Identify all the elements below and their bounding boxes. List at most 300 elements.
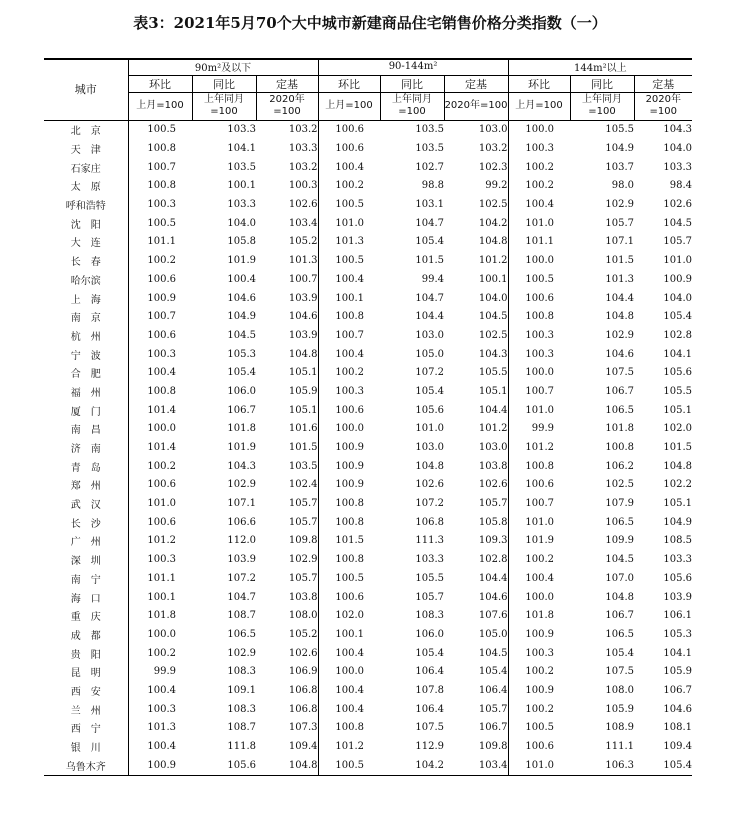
index-value: 100.4 <box>147 741 176 753</box>
index-value: 103.8 <box>288 591 318 603</box>
index-value: 107.5 <box>415 722 445 734</box>
index-value: 100.2 <box>508 662 570 681</box>
index-value: 100.4 <box>147 684 176 696</box>
group-header-medium: 90-144m² <box>318 59 508 75</box>
index-value: 104.6 <box>478 591 508 603</box>
index-value: 103.5 <box>288 460 318 472</box>
index-value: 100.4 <box>318 681 380 700</box>
index-value: 106.8 <box>288 684 318 696</box>
index-value: 103.4 <box>288 217 318 229</box>
index-value: 104.0 <box>663 143 693 155</box>
index-value: 105.4 <box>605 647 635 659</box>
index-value: 102.0 <box>318 606 380 625</box>
index-value: 100.6 <box>508 476 570 495</box>
table-row <box>44 326 692 345</box>
index-value: 106.4 <box>478 684 508 696</box>
index-value: 105.7 <box>478 703 508 715</box>
index-value: 101.0 <box>147 498 176 510</box>
city-name: 合 肥 <box>44 363 128 382</box>
index-value: 101.9 <box>508 532 570 551</box>
index-value: 107.2 <box>415 498 445 510</box>
index-value: 101.2 <box>478 255 508 267</box>
index-value: 109.9 <box>605 535 635 547</box>
index-value: 104.6 <box>663 703 693 715</box>
index-value: 101.0 <box>508 513 570 532</box>
index-value: 100.9 <box>663 273 693 285</box>
index-value: 105.3 <box>663 628 693 640</box>
index-value: 102.5 <box>478 199 508 211</box>
city-name: 广 州 <box>44 532 128 551</box>
index-value: 100.0 <box>147 628 176 640</box>
index-value: 100.2 <box>508 158 570 177</box>
index-value: 105.4 <box>663 311 693 323</box>
index-value: 104.9 <box>227 311 256 323</box>
city-name: 南 京 <box>44 307 128 326</box>
index-value: 106.0 <box>415 628 445 640</box>
index-value: 105.4 <box>415 236 445 248</box>
index-value: 109.4 <box>663 741 693 753</box>
index-value: 100.4 <box>508 569 570 588</box>
index-value: 105.4 <box>227 367 256 379</box>
table-row <box>44 625 692 644</box>
index-value: 106.8 <box>288 703 318 715</box>
index-value: 103.9 <box>288 329 318 341</box>
table-row <box>44 195 692 214</box>
index-value: 100.4 <box>318 345 380 364</box>
index-value: 100.8 <box>318 494 380 513</box>
table-row <box>44 251 692 270</box>
group-header-large: 144m²以上 <box>508 59 692 75</box>
index-value: 100.7 <box>147 161 176 173</box>
index-value: 100.5 <box>508 270 570 289</box>
index-value: 104.4 <box>478 572 508 584</box>
index-value: 100.9 <box>318 438 380 457</box>
index-value: 106.5 <box>605 628 635 640</box>
index-value: 101.3 <box>147 722 176 734</box>
index-value: 100.1 <box>318 625 380 644</box>
index-value: 105.5 <box>415 572 445 584</box>
city-name: 石家庄 <box>44 158 128 177</box>
index-value: 103.3 <box>227 199 256 211</box>
index-value: 103.0 <box>478 124 508 136</box>
sub-header-yoy: 同比 <box>570 75 634 92</box>
city-name: 福 州 <box>44 382 128 401</box>
index-value: 100.4 <box>227 273 256 285</box>
index-value: 100.8 <box>318 719 380 738</box>
city-name: 成 都 <box>44 625 128 644</box>
index-value: 100.4 <box>318 158 380 177</box>
index-value: 100.6 <box>147 516 176 528</box>
index-value: 103.0 <box>415 442 445 454</box>
index-value: 100.8 <box>318 513 380 532</box>
index-value: 105.3 <box>227 348 256 360</box>
index-value: 104.8 <box>605 311 635 323</box>
index-value: 103.5 <box>415 143 445 155</box>
index-value: 103.3 <box>288 143 318 155</box>
index-value: 100.8 <box>508 457 570 476</box>
index-value: 104.1 <box>227 143 256 155</box>
index-value: 106.5 <box>227 628 256 640</box>
index-value: 100.2 <box>508 177 570 196</box>
index-value: 104.7 <box>227 591 256 603</box>
index-value: 104.0 <box>227 217 256 229</box>
index-value: 101.5 <box>605 255 635 267</box>
index-value: 104.3 <box>663 124 693 136</box>
index-value: 100.6 <box>147 479 176 491</box>
index-value: 101.4 <box>147 442 176 454</box>
index-value: 105.1 <box>288 404 318 416</box>
index-value: 105.7 <box>415 591 445 603</box>
index-value: 100.7 <box>508 494 570 513</box>
index-value: 104.6 <box>227 292 256 304</box>
city-name: 兰 州 <box>44 700 128 719</box>
index-value: 107.0 <box>605 572 635 584</box>
index-value: 102.8 <box>663 329 693 341</box>
index-value: 102.6 <box>415 479 445 491</box>
index-value: 103.2 <box>288 124 318 136</box>
index-value: 104.3 <box>227 460 256 472</box>
city-name: 西 安 <box>44 681 128 700</box>
index-value: 100.5 <box>318 569 380 588</box>
index-value: 100.9 <box>318 476 380 495</box>
index-value: 105.5 <box>605 124 635 136</box>
index-value: 101.0 <box>508 756 570 775</box>
city-name: 青 岛 <box>44 457 128 476</box>
index-value: 105.0 <box>415 348 445 360</box>
index-value: 107.9 <box>605 498 635 510</box>
index-value: 100.6 <box>318 401 380 420</box>
index-value: 101.8 <box>508 606 570 625</box>
index-value: 102.9 <box>605 329 635 341</box>
index-value: 103.2 <box>478 143 508 155</box>
index-value: 106.7 <box>663 684 693 696</box>
table-row <box>44 345 692 364</box>
index-value: 104.3 <box>478 348 508 360</box>
index-value: 101.0 <box>508 401 570 420</box>
index-value: 100.4 <box>147 367 176 379</box>
city-name: 上 海 <box>44 289 128 308</box>
index-value: 104.8 <box>288 348 318 360</box>
city-header: 城市 <box>44 59 128 120</box>
index-value: 106.1 <box>663 610 693 622</box>
index-value: 107.1 <box>605 236 635 248</box>
table-row <box>44 569 692 588</box>
index-value: 103.3 <box>415 554 445 566</box>
index-value: 103.5 <box>227 161 256 173</box>
index-value: 100.8 <box>318 307 380 326</box>
index-value: 105.8 <box>227 236 256 248</box>
index-value: 102.9 <box>288 554 318 566</box>
index-value: 100.2 <box>318 363 380 382</box>
table-row <box>44 177 692 196</box>
index-value: 102.9 <box>227 647 256 659</box>
index-value: 105.1 <box>663 404 693 416</box>
city-name: 武 汉 <box>44 494 128 513</box>
unit-header: 上月=100 <box>128 92 192 120</box>
index-value: 101.1 <box>147 236 176 248</box>
index-value: 101.4 <box>147 404 176 416</box>
index-value: 105.0 <box>478 628 508 640</box>
index-value: 105.4 <box>478 666 508 678</box>
index-value: 105.6 <box>192 756 256 775</box>
index-value: 106.3 <box>570 756 634 775</box>
index-value: 105.9 <box>288 385 318 397</box>
index-value: 106.8 <box>415 516 445 528</box>
index-value: 105.5 <box>478 367 508 379</box>
index-value: 104.9 <box>605 143 635 155</box>
index-value: 100.0 <box>147 423 176 435</box>
index-value: 102.6 <box>288 647 318 659</box>
index-value: 103.3 <box>227 124 256 136</box>
city-name: 天 津 <box>44 139 128 158</box>
index-value: 107.1 <box>227 498 256 510</box>
index-value: 100.7 <box>288 273 318 285</box>
group-header-small: 90m²及以下 <box>128 59 318 75</box>
index-value: 105.4 <box>415 647 445 659</box>
index-value: 100.0 <box>508 588 570 607</box>
table-row <box>44 588 692 607</box>
index-value: 108.7 <box>227 722 256 734</box>
table-row <box>44 120 692 139</box>
city-name: 银 川 <box>44 737 128 756</box>
index-value: 103.4 <box>444 756 508 775</box>
index-value: 103.2 <box>288 161 318 173</box>
index-value: 109.8 <box>478 741 508 753</box>
index-value: 101.5 <box>663 442 693 454</box>
index-value: 101.1 <box>508 233 570 252</box>
sub-header-fixed: 定基 <box>256 75 318 92</box>
table-row <box>44 494 692 513</box>
index-value: 103.3 <box>663 161 693 173</box>
city-name: 郑 州 <box>44 476 128 495</box>
unit-header: 上年同月=100 <box>570 92 634 120</box>
index-value: 108.0 <box>605 684 635 696</box>
table-row <box>44 457 692 476</box>
index-value: 101.8 <box>227 423 256 435</box>
sub-header-mom: 环比 <box>318 75 380 92</box>
index-value: 105.7 <box>478 498 508 510</box>
index-value: 105.2 <box>288 236 318 248</box>
index-value: 100.5 <box>147 124 176 136</box>
index-value: 100.1 <box>478 273 508 285</box>
index-value: 100.8 <box>147 143 176 155</box>
index-value: 106.4 <box>415 703 445 715</box>
index-value: 101.0 <box>415 423 445 435</box>
table-row <box>44 476 692 495</box>
index-value: 100.5 <box>318 195 380 214</box>
index-value: 100.8 <box>147 385 176 397</box>
table-row <box>44 513 692 532</box>
unit-header: 2020年=100 <box>444 92 508 120</box>
index-value: 100.0 <box>508 120 570 139</box>
index-value: 109.8 <box>288 535 318 547</box>
index-value: 105.6 <box>663 572 693 584</box>
city-name: 深 圳 <box>44 550 128 569</box>
index-value: 101.0 <box>508 214 570 233</box>
index-value: 100.9 <box>318 457 380 476</box>
index-value: 100.0 <box>508 363 570 382</box>
index-value: 101.3 <box>288 255 318 267</box>
index-value: 100.2 <box>318 177 380 196</box>
city-name: 乌鲁木齐 <box>44 756 128 775</box>
index-value: 100.6 <box>318 139 380 158</box>
index-value: 106.7 <box>478 722 508 734</box>
index-value: 100.5 <box>508 719 570 738</box>
price-index-table <box>44 59 692 776</box>
city-name: 北 京 <box>44 120 128 139</box>
index-value: 106.7 <box>605 610 635 622</box>
index-value: 107.6 <box>478 610 508 622</box>
index-value: 100.7 <box>508 382 570 401</box>
index-value: 105.1 <box>288 367 318 379</box>
index-value: 104.4 <box>478 404 508 416</box>
table-row <box>44 401 692 420</box>
index-value: 100.3 <box>508 345 570 364</box>
index-value: 104.5 <box>478 647 508 659</box>
index-value: 100.2 <box>147 647 176 659</box>
unit-header: 2020年=100 <box>634 92 692 120</box>
city-name: 厦 门 <box>44 401 128 420</box>
index-value: 101.5 <box>415 255 445 267</box>
city-name: 杭 州 <box>44 326 128 345</box>
index-value: 105.7 <box>288 516 318 528</box>
index-value: 103.3 <box>663 554 693 566</box>
index-value: 105.6 <box>415 404 445 416</box>
index-value: 104.5 <box>663 217 693 229</box>
index-value: 102.6 <box>478 479 508 491</box>
index-value: 109.4 <box>288 741 318 753</box>
index-value: 100.1 <box>318 289 380 308</box>
index-value: 111.1 <box>605 741 635 753</box>
table-row <box>44 756 692 775</box>
index-value: 102.3 <box>478 161 508 173</box>
index-value: 109.3 <box>478 535 508 547</box>
index-value: 101.5 <box>288 442 318 454</box>
index-value: 105.2 <box>288 628 318 640</box>
index-value: 104.1 <box>663 348 693 360</box>
index-value: 108.3 <box>415 610 445 622</box>
index-value: 100.5 <box>147 217 176 229</box>
city-name: 重 庆 <box>44 606 128 625</box>
index-value: 107.2 <box>227 572 256 584</box>
index-value: 102.9 <box>227 479 256 491</box>
index-value: 102.2 <box>663 479 693 491</box>
index-value: 105.9 <box>663 666 693 678</box>
sub-header-mom: 环比 <box>128 75 192 92</box>
index-value: 109.1 <box>227 684 256 696</box>
index-value: 101.2 <box>508 438 570 457</box>
index-value: 105.4 <box>634 756 692 775</box>
index-value: 100.8 <box>147 180 176 192</box>
index-value: 100.2 <box>508 700 570 719</box>
table-row <box>44 363 692 382</box>
index-value: 103.9 <box>227 554 256 566</box>
index-value: 98.8 <box>421 180 445 192</box>
index-value: 101.6 <box>288 423 318 435</box>
index-value: 104.8 <box>663 460 693 472</box>
index-value: 106.7 <box>605 385 635 397</box>
index-value: 105.7 <box>663 236 693 248</box>
index-value: 105.8 <box>478 516 508 528</box>
city-name: 长 沙 <box>44 513 128 532</box>
index-value: 106.7 <box>227 404 256 416</box>
sub-header-yoy: 同比 <box>192 75 256 92</box>
index-value: 104.4 <box>605 292 635 304</box>
index-value: 104.8 <box>605 591 635 603</box>
index-value: 107.5 <box>605 666 635 678</box>
city-name: 大 连 <box>44 233 128 252</box>
index-value: 101.2 <box>478 423 508 435</box>
index-value: 102.5 <box>605 479 635 491</box>
index-value: 100.7 <box>147 311 176 323</box>
index-value: 100.3 <box>147 554 176 566</box>
index-value: 101.8 <box>147 610 176 622</box>
city-name: 长 春 <box>44 251 128 270</box>
index-value: 101.0 <box>663 255 693 267</box>
city-name: 沈 阳 <box>44 214 128 233</box>
index-value: 105.9 <box>605 703 635 715</box>
table-title: 表3：2021年5月70个大中城市新建商品住宅销售价格分类指数（一） <box>133 14 607 32</box>
index-value: 100.3 <box>508 644 570 663</box>
index-value: 99.9 <box>508 420 570 439</box>
table-row <box>44 681 692 700</box>
table-row <box>44 139 692 158</box>
city-name: 宁 波 <box>44 345 128 364</box>
unit-header: 上年同月=100 <box>380 92 444 120</box>
index-value: 100.3 <box>147 703 176 715</box>
table-body <box>44 120 692 775</box>
index-value: 101.3 <box>318 233 380 252</box>
index-value: 104.6 <box>605 348 635 360</box>
city-name: 呼和浩特 <box>44 195 128 214</box>
index-value: 103.9 <box>663 591 693 603</box>
table-row <box>44 420 692 439</box>
unit-header: 2020年=100 <box>256 92 318 120</box>
index-value: 101.3 <box>605 273 635 285</box>
index-value: 101.2 <box>147 535 176 547</box>
index-value: 100.7 <box>318 326 380 345</box>
index-value: 104.5 <box>605 554 635 566</box>
index-value: 105.6 <box>663 367 693 379</box>
index-value: 100.9 <box>508 681 570 700</box>
index-value: 104.5 <box>478 311 508 323</box>
table-row <box>44 438 692 457</box>
index-value: 104.7 <box>415 292 445 304</box>
index-value: 102.8 <box>478 554 508 566</box>
index-value: 100.8 <box>318 550 380 569</box>
index-value: 102.4 <box>288 479 318 491</box>
index-value: 104.9 <box>663 516 693 528</box>
index-value: 101.1 <box>147 572 176 584</box>
index-value: 100.3 <box>147 348 176 360</box>
index-value: 100.9 <box>147 292 176 304</box>
index-value: 99.2 <box>485 180 508 192</box>
index-value: 100.4 <box>318 644 380 663</box>
table-row <box>44 532 692 551</box>
table-row <box>44 289 692 308</box>
index-value: 99.9 <box>153 666 176 678</box>
index-value: 100.3 <box>147 199 176 211</box>
index-value: 106.9 <box>288 666 318 678</box>
index-value: 107.5 <box>605 367 635 379</box>
index-value: 98.4 <box>669 180 693 192</box>
table-row <box>44 233 692 252</box>
index-value: 100.6 <box>318 120 380 139</box>
index-value: 100.2 <box>508 550 570 569</box>
index-value: 101.5 <box>318 532 380 551</box>
index-value: 104.8 <box>256 756 318 775</box>
index-value: 108.3 <box>227 703 256 715</box>
